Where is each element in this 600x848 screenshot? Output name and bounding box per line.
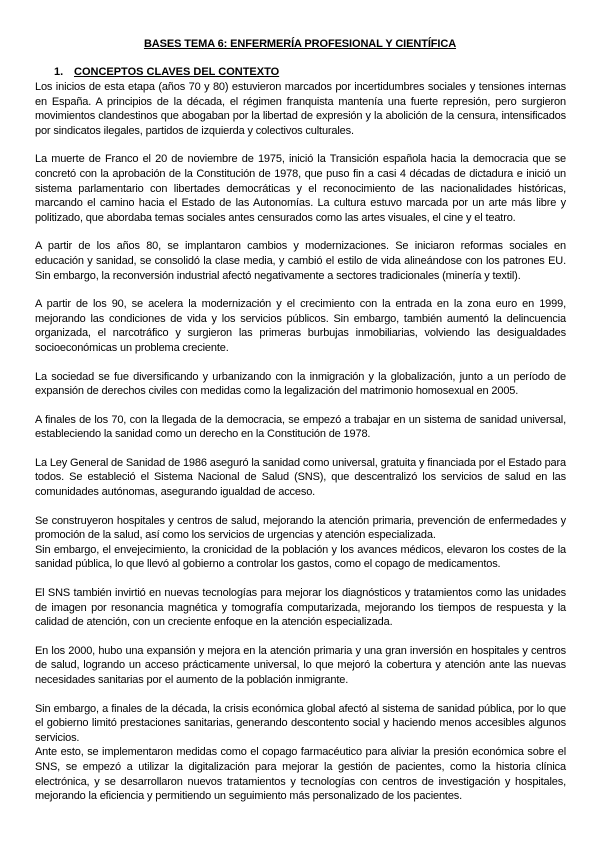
paragraph: A partir de los 90, se acelera la modernización y el crecimiento con la entrada en la zona euro en 1999, mejorando las condiciones de vida y los servicios públicos. Sin embargo, también aumentó la delincuencia organizada, el narcotráfico y surgieron las primeras burbujas inmobiliarias, volviendo las desigualdades socioeconómicas un problema creciente. — [35, 298, 566, 354]
section-number: 1. — [54, 66, 64, 78]
paragraph: Los inicios de esta etapa (años 70 y 80) estuvieron marcados por incertidumbres sociales y tensiones internas en España. A principios de la década, el régimen franquista mantenía una fuerte represión, pero surgieron movimientos clandestinos que abogaban por la libertad de expresión y la abolición de la censura, intensificados por sindicatos ilegales, partidos de izquierda y colectivos culturales. — [35, 81, 566, 137]
paragraph: Sin embargo, a finales de la década, la crisis económica global afectó al sistema de sanidad pública, por lo que el gobierno limitó prestaciones sanitarias, generando descontento social y haciendo menos accesibles algunos servicios. — [35, 702, 566, 744]
paragraph: La Ley General de Sanidad de 1986 aseguró la sanidad como universal, gratuita y financiada por el Estado para todos. Se estableció el Sistema Nacional de Salud (SNS), que descentralizó los servicios de salud en las comunidades autónomas, asegurando igualdad de acceso. — [35, 456, 566, 499]
document-title: BASES TEMA 6: ENFERMERÍA PROFESIONAL Y CIENTÍFICA — [143, 38, 457, 50]
paragraph: La sociedad se fue diversificando y urbanizando con la inmigración y la globalización, junto a un período de expansión de derechos civiles con medidas como la legalización del matrimonio homosexual en 2005. — [35, 370, 566, 398]
paragraph: La muerte de Franco el 20 de noviembre de 1975, inició la Transición española hacia la democracia que se concretó con la aprobación de la Constitución de 1978, que puso fin a casi 4 décadas de dictadura e inició un sistema parlamentario con libertades democráticas y el reconocimiento de las nacionalidades históricas, marcando el camino hacia el Estado de las Autonomías. La cultura estuvo marcada por un arte más libre y politizado, que abordaba temas sociales antes censurados como las artes visuales, el cine y el teatro. — [35, 153, 566, 224]
paragraph: El SNS también invirtió en nuevas tecnologías para mejorar los diagnósticos y tratamientos como las unidades de imagen por resonancia magnética y tomografía computarizada, mejorando los tiempos de respuesta y la calidad de atención, con un creciente enfoque en la atención especializada. — [35, 587, 566, 629]
paragraph: En los 2000, hubo una expansión y mejora en la atención primaria y una gran inversión en hospitales y centros de salud, logrando un acceso prácticamente universal, lo que mejoró la cobertura y atención ante las nuevas necesidades sanitarias por el aumento de la población inmigrante. — [35, 644, 566, 686]
section-title: CONCEPTOS CLAVES DEL CONTEXTO — [74, 66, 280, 78]
section-heading — [54, 66, 279, 78]
paragraph: A partir de los años 80, se implantaron cambios y modernizaciones. Se iniciaron reformas sociales en educación y sanidad, se consolidó la clase media, y cambió el estilo de vida alineándose con los patrones EU. Sin embargo, la reconversión industrial afectó negativamente a sectores tradicionales (minería y textil). — [35, 240, 566, 282]
paragraph: A finales de los 70, con la llegada de la democracia, se empezó a trabajar en un sistema de sanidad universal, estableciendo la sanidad como un derecho en la Constitución de 1978. — [35, 413, 566, 441]
paragraph: Sin embargo, el envejecimiento, la cronicidad de la población y los avances médicos, elevaron los costes de la sanidad pública, lo que llevó al gobierno a controlar los gastos, como el copago de medicamentos. — [35, 543, 566, 571]
paragraph: Se construyeron hospitales y centros de salud, mejorando la atención primaria, prevención de enfermedades y promoción de la salud, así como los servicios de urgencias y atención especializada. — [35, 514, 566, 542]
paragraph: Ante esto, se implementaron medidas como el copago farmacéutico para aliviar la presión económica sobre el SNS, se empezó a utilizar la digitalización para mejorar la gestión de pacientes, como la historia clínica electrónica, y se desarrollaron nuevos tratamientos y tecnologías con centros de investigación y hospitales, mejorando la eficiencia y permitiendo un seguimiento más personalizado de los pacientes. — [35, 746, 566, 803]
document-body — [35, 80, 566, 818]
